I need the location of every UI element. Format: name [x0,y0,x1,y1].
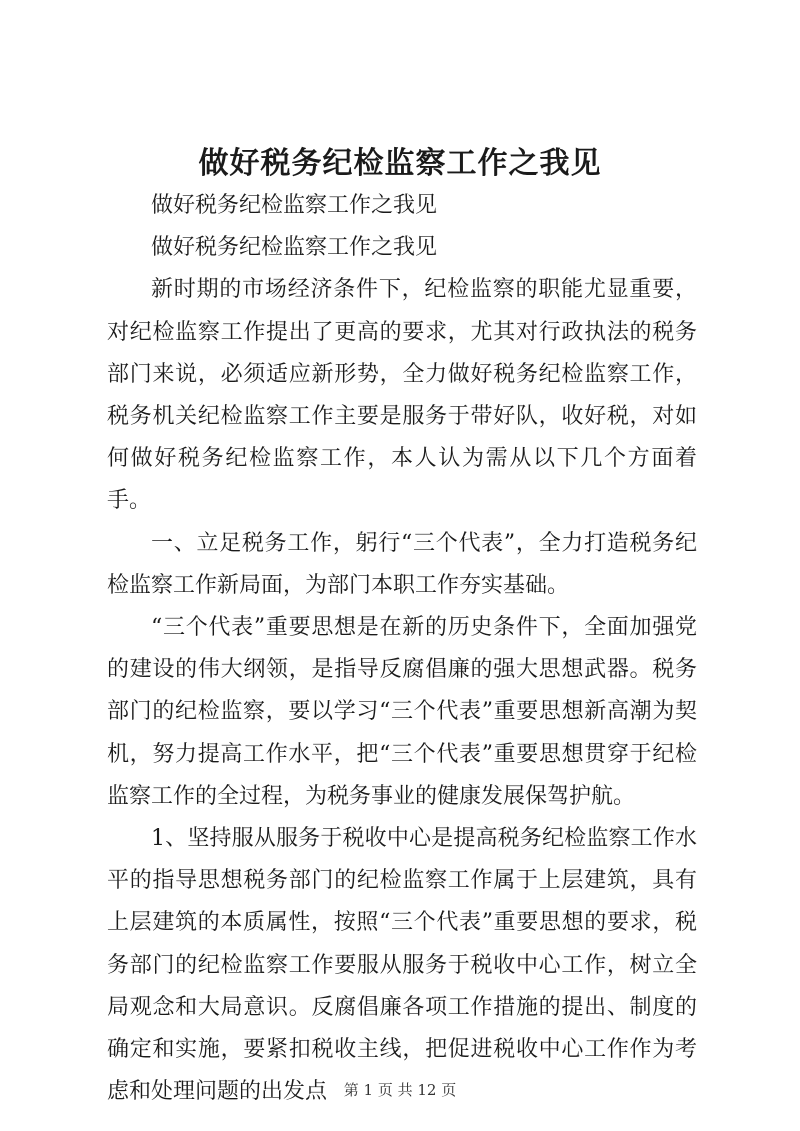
paragraph: “三个代表”重要思想是在新的历史条件下，全面加强党的建设的伟大纲领，是指导反腐倡廉的强大思想武器。税务部门的纪检监察，要以学习“三个代表”重要思想新高潮为契机，努力提高工作水平，把“三个代表”重要思想贯穿于纪检监察工作的全过程，为税务事业的健康发展保驾护航。 [107,615,697,809]
page-footer [0,1079,800,1100]
page-number-label: 第 1 页 共 12 页 [343,1081,457,1099]
paragraph: 做好税务纪检监察工作之我见 [151,235,438,261]
paragraph: 一、立足税务工作，躬行“三个代表”，全力打造税务纪检监察工作新局面，为部门本职工作夯实基础。 [107,530,697,598]
document-title: 做好税务纪检监察工作之我见 [198,146,602,181]
paragraph: 新时期的市场经济条件下，纪检监察的职能尤显重要，对纪检监察工作提出了更高的要求，尤其对行政执法的税务部门来说，必须适应新形势，全力做好税务纪检监察工作，税务机关纪检监察工作主要是服务于带好队，收好税，对如何做好税务纪检监察工作，本人认为需从以下几个方面着手。 [107,277,697,514]
paragraph: 做好税务纪检监察工作之我见 [151,193,438,218]
paragraph: 1、坚持服从服务于税收中心是提高税务纪检监察工作水平的指导思想税务部门的纪检监察工作属于上层建筑，具有上层建筑的本质属性，按照“三个代表”重要思想的要求，税务部门的纪检监察工作要服从服务于税收中心工作，树立全局观念和大局意识。反腐倡廉各项工作措施的提出、制度的确定和实施，要紧扣税收主线，把促进税收中心工作作为考虑和处理问题的出发点 [107,826,697,1105]
document-body [107,185,697,1113]
